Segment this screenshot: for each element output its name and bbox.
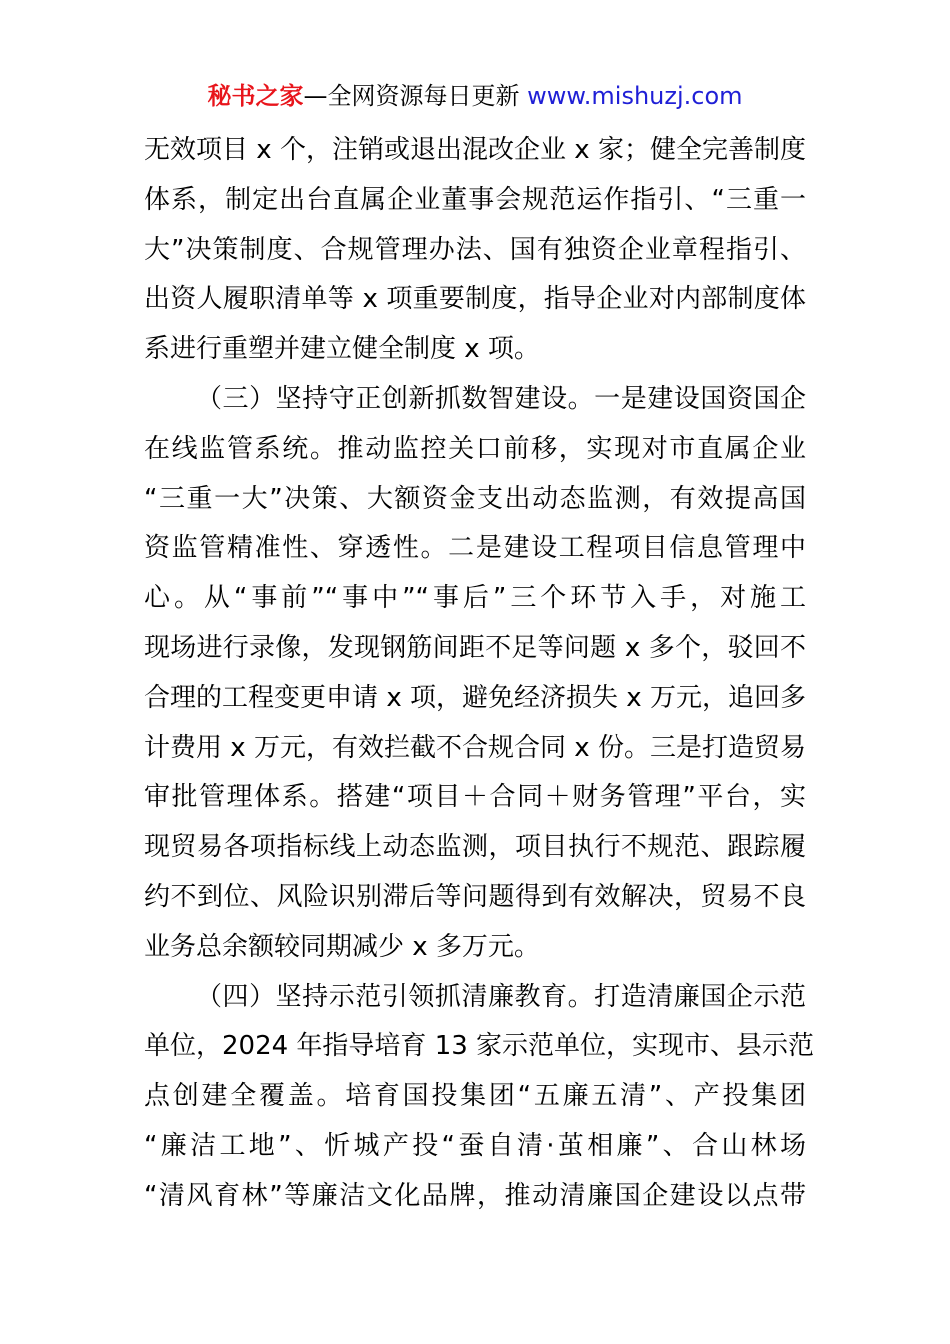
text-line: 资监管精准性、穿透性。二是建设工程项目信息管理中 [144,533,806,564]
text-line: 出资人履职清单等 x 项重要制度，指导企业对内部制度体 [144,284,806,315]
text-line: 现贸易各项指标线上动态监测，项目执行不规范、跟踪履 [144,832,806,863]
text-line: “清风育林”等廉洁文化品牌，推动清廉国企建设以点带 [144,1180,806,1211]
text-line: “三重一大”决策、大额资金支出动态监测，有效提高国 [144,483,806,514]
text-line: 合理的工程变更申请 x 项，避免经济损失 x 万元，追回多 [144,682,806,713]
text-line: 约不到位、风险识别滞后等问题得到有效解决，贸易不良 [144,881,806,912]
text-line: 无效项目 x 个，注销或退出混改企业 x 家；健全完善制度 [144,135,806,165]
site-header [0,80,950,112]
text-line: 心。从“事前”“事中”“事后”三个环节入手，对施工 [144,583,806,614]
text-line: 大”决策制度、合规管理办法、国有独资企业章程指引、 [144,234,806,265]
site-brand: 秘书之家 [207,82,304,110]
text-line: 在线监管系统。推动监控关口前移，实现对市直属企业 [144,433,806,464]
text-line: 单位，2024 年指导培育 13 家示范单位，实现市、县示范 [144,1031,815,1062]
site-tagline: —全网资源每日更新 [303,82,528,110]
document-body [144,126,815,1222]
section-heading-line: （四）坚持示范引领抓清廉教育。打造清廉国企示范 [196,981,806,1012]
text-line: 审批管理体系。搭建“项目＋合同＋财务管理”平台，实 [144,782,806,813]
text-line: 业务总余额较同期减少 x 多万元。 [144,931,540,962]
text-line: 系进行重塑并建立健全制度 x 项。 [144,334,540,365]
section-heading-line: （三）坚持守正创新抓数智建设。一是建设国资国企 [196,383,806,414]
text-line: 体系，制定出台直属企业董事会规范运作指引、“三重一 [144,184,806,215]
text-line: “廉洁工地”、忻城产投“蚕自清·茧相廉”、合山林场 [144,1130,806,1161]
text-line: 点创建全覆盖。培育国投集团“五廉五清”、产投集团 [144,1081,806,1112]
text-line: 计费用 x 万元，有效拦截不合规合同 x 份。三是打造贸易 [144,732,806,763]
text-line: 现场进行录像，发现钢筋间距不足等问题 x 多个，驳回不 [144,632,806,663]
site-url-link[interactable]: www.mishuzj.com [527,82,743,110]
